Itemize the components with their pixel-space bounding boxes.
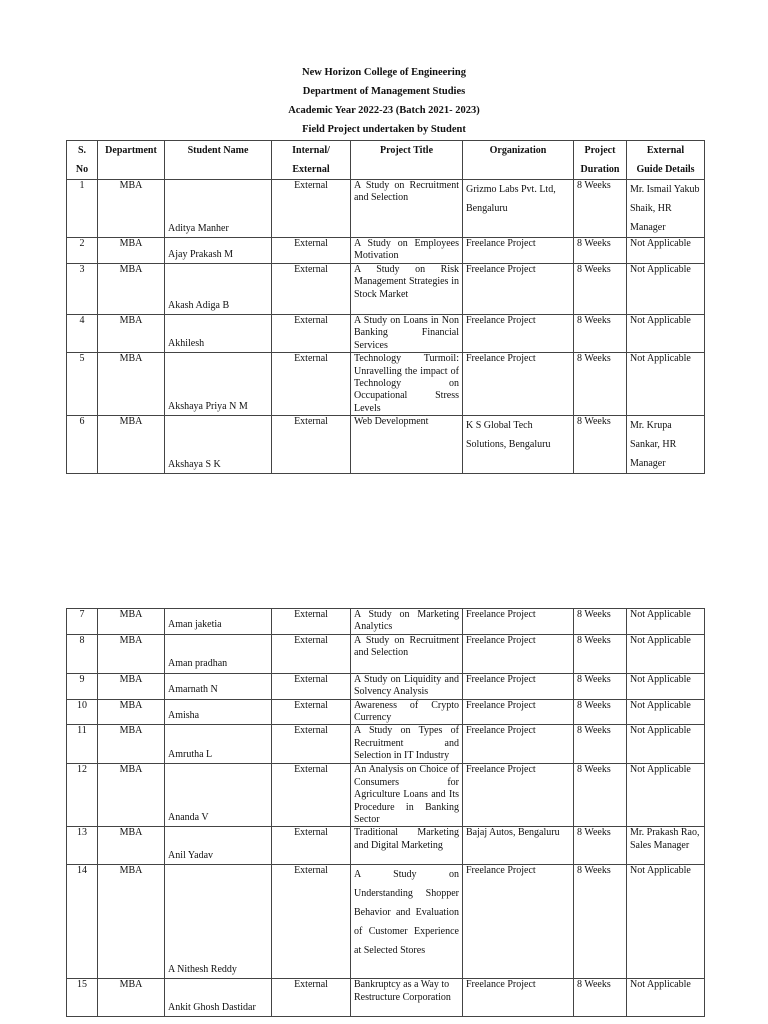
cell-type: External xyxy=(272,180,351,238)
cell-student-name: Ananda V xyxy=(165,764,272,827)
cell-department: MBA xyxy=(98,353,165,416)
cell-duration: 8 Weeks xyxy=(574,634,627,673)
cell-type: External xyxy=(272,353,351,416)
cell-department: MBA xyxy=(98,180,165,238)
cell-guide: Not Applicable xyxy=(627,764,705,827)
cell-duration: 8 Weeks xyxy=(574,699,627,725)
cell-project-title: An Analysis on Choice of Consumers for Agriculture Loans and Its Procedure in Banking Sector xyxy=(351,764,463,827)
cell-student-name: Ajay Prakash M xyxy=(165,238,272,264)
document-title: Field Project undertaken by Student xyxy=(302,124,466,135)
cell-sno: 2 xyxy=(67,238,98,264)
cell-type: External xyxy=(272,764,351,827)
cell-guide: Not Applicable xyxy=(627,634,705,673)
cell-guide: Not Applicable xyxy=(627,865,705,979)
cell-student-name: Akash Adiga B xyxy=(165,264,272,315)
cell-duration: 8 Weeks xyxy=(574,827,627,865)
cell-organization: Bajaj Autos, Bengaluru xyxy=(463,827,574,865)
col-header-student-name: Student Name xyxy=(165,141,272,180)
cell-department: MBA xyxy=(98,416,165,474)
cell-project-title: Technology Turmoil: Unravelling the impact of Technology on Occupational Stress Levels xyxy=(351,353,463,416)
col-header-sno: S. No xyxy=(67,141,98,180)
cell-project-title: A Study on Liquidity and Solvency Analysis xyxy=(351,673,463,699)
cell-guide: Not Applicable xyxy=(627,699,705,725)
table-row xyxy=(67,609,705,635)
cell-project-title: A Study on Loans in Non Banking Financial Services xyxy=(351,315,463,353)
cell-project-title: A Study on Employees Motivation xyxy=(351,238,463,264)
cell-type: External xyxy=(272,609,351,635)
cell-department: MBA xyxy=(98,865,165,979)
cell-type: External xyxy=(272,865,351,979)
cell-organization: Freelance Project xyxy=(463,764,574,827)
cell-duration: 8 Weeks xyxy=(574,609,627,635)
cell-duration: 8 Weeks xyxy=(574,865,627,979)
cell-project-title: A Study on Risk Management Strategies in Stock Market xyxy=(351,264,463,315)
cell-student-name: Aman pradhan xyxy=(165,634,272,673)
cell-department: MBA xyxy=(98,609,165,635)
cell-department: MBA xyxy=(98,238,165,264)
cell-type: External xyxy=(272,238,351,264)
cell-guide: Not Applicable xyxy=(627,264,705,315)
cell-guide: Not Applicable xyxy=(627,725,705,764)
cell-student-name: Amrutha L xyxy=(165,725,272,764)
cell-guide: Mr. Ismail Yakub Shaik, HR Manager xyxy=(627,180,705,238)
cell-department: MBA xyxy=(98,699,165,725)
table-row xyxy=(67,416,705,474)
cell-type: External xyxy=(272,315,351,353)
cell-department: MBA xyxy=(98,764,165,827)
cell-department: MBA xyxy=(98,979,165,1017)
col-header-duration: Project Duration xyxy=(574,141,627,180)
document-header xyxy=(0,63,768,139)
cell-project-title: Bankruptcy as a Way to Restructure Corporation xyxy=(351,979,463,1017)
cell-organization: Freelance Project xyxy=(463,315,574,353)
table-row xyxy=(67,634,705,673)
cell-type: External xyxy=(272,634,351,673)
table-row xyxy=(67,673,705,699)
cell-department: MBA xyxy=(98,634,165,673)
cell-sno: 12 xyxy=(67,764,98,827)
cell-organization: Freelance Project xyxy=(463,725,574,764)
table-header-row xyxy=(67,141,705,180)
cell-guide: Not Applicable xyxy=(627,353,705,416)
cell-student-name: Aditya Manher xyxy=(165,180,272,238)
cell-organization: Freelance Project xyxy=(463,609,574,635)
academic-year: Academic Year 2022-23 (Batch 2021- 2023) xyxy=(288,105,480,116)
cell-type: External xyxy=(272,827,351,865)
cell-sno: 4 xyxy=(67,315,98,353)
cell-type: External xyxy=(272,725,351,764)
cell-department: MBA xyxy=(98,827,165,865)
cell-guide: Mr. Krupa Sankar, HR Manager xyxy=(627,416,705,474)
table-row xyxy=(67,353,705,416)
cell-duration: 8 Weeks xyxy=(574,353,627,416)
cell-project-title: A Study on Marketing Analytics xyxy=(351,609,463,635)
cell-project-title: Traditional Marketing and Digital Marketing xyxy=(351,827,463,865)
cell-student-name: Amisha xyxy=(165,699,272,725)
col-header-organization: Organization xyxy=(463,141,574,180)
cell-duration: 8 Weeks xyxy=(574,180,627,238)
cell-sno: 11 xyxy=(67,725,98,764)
cell-student-name: Amarnath N xyxy=(165,673,272,699)
cell-organization: Freelance Project xyxy=(463,264,574,315)
cell-sno: 9 xyxy=(67,673,98,699)
cell-sno: 5 xyxy=(67,353,98,416)
cell-organization: Freelance Project xyxy=(463,238,574,264)
cell-guide: Mr. Prakash Rao, Sales Manager xyxy=(627,827,705,865)
cell-student-name: Anil Yadav xyxy=(165,827,272,865)
department-name: Department of Management Studies xyxy=(302,86,466,97)
table-row xyxy=(67,315,705,353)
college-name: New Horizon College of Engineering xyxy=(302,67,466,78)
cell-organization: Freelance Project xyxy=(463,634,574,673)
table-row xyxy=(67,764,705,827)
cell-duration: 8 Weeks xyxy=(574,416,627,474)
project-table-page-1 xyxy=(66,140,705,474)
cell-sno: 15 xyxy=(67,979,98,1017)
table-row xyxy=(67,180,705,238)
table-row xyxy=(67,827,705,865)
cell-sno: 10 xyxy=(67,699,98,725)
cell-organization: Freelance Project xyxy=(463,979,574,1017)
cell-student-name: Ankit Ghosh Dastidar xyxy=(165,979,272,1017)
cell-student-name: Aman jaketia xyxy=(165,609,272,635)
cell-department: MBA xyxy=(98,673,165,699)
cell-type: External xyxy=(272,416,351,474)
cell-project-title: A Study on Types of Recruitment and Selection in IT Industry xyxy=(351,725,463,764)
cell-sno: 3 xyxy=(67,264,98,315)
cell-sno: 14 xyxy=(67,865,98,979)
col-header-project-title: Project Title xyxy=(351,141,463,180)
cell-duration: 8 Weeks xyxy=(574,264,627,315)
table-row xyxy=(67,725,705,764)
cell-sno: 8 xyxy=(67,634,98,673)
cell-student-name: Akhilesh xyxy=(165,315,272,353)
table-row xyxy=(67,699,705,725)
cell-organization: Freelance Project xyxy=(463,673,574,699)
cell-guide: Not Applicable xyxy=(627,673,705,699)
cell-student-name: A Nithesh Reddy xyxy=(165,865,272,979)
cell-department: MBA xyxy=(98,725,165,764)
cell-duration: 8 Weeks xyxy=(574,725,627,764)
cell-guide: Not Applicable xyxy=(627,609,705,635)
cell-department: MBA xyxy=(98,315,165,353)
table-row xyxy=(67,264,705,315)
cell-duration: 8 Weeks xyxy=(574,764,627,827)
cell-duration: 8 Weeks xyxy=(574,979,627,1017)
cell-sno: 13 xyxy=(67,827,98,865)
cell-student-name: Akshaya Priya N M xyxy=(165,353,272,416)
cell-guide: Not Applicable xyxy=(627,238,705,264)
cell-sno: 6 xyxy=(67,416,98,474)
cell-project-title: Awareness of Crypto Currency xyxy=(351,699,463,725)
cell-guide: Not Applicable xyxy=(627,979,705,1017)
cell-organization: Freelance Project xyxy=(463,699,574,725)
cell-organization: Freelance Project xyxy=(463,865,574,979)
table-row xyxy=(67,238,705,264)
cell-type: External xyxy=(272,699,351,725)
cell-project-title: A Study on Recruitment and Selection xyxy=(351,634,463,673)
cell-project-title: Web Development xyxy=(351,416,463,474)
table-row xyxy=(67,865,705,979)
cell-department: MBA xyxy=(98,264,165,315)
col-header-department: Department xyxy=(98,141,165,180)
table-row xyxy=(67,979,705,1017)
col-header-guide: External Guide Details xyxy=(627,141,705,180)
project-table-page-2 xyxy=(66,608,705,1017)
cell-project-title: A Study on Recruitment and Selection xyxy=(351,180,463,238)
cell-type: External xyxy=(272,264,351,315)
cell-project-title: A Study on Understanding Shopper Behavior and Evaluation of Customer Experience at Selected Stores xyxy=(351,865,463,979)
cell-duration: 8 Weeks xyxy=(574,315,627,353)
cell-sno: 7 xyxy=(67,609,98,635)
cell-duration: 8 Weeks xyxy=(574,238,627,264)
cell-type: External xyxy=(272,673,351,699)
cell-organization: Freelance Project xyxy=(463,353,574,416)
cell-organization: K S Global Tech Solutions, Bengaluru xyxy=(463,416,574,474)
cell-type: External xyxy=(272,979,351,1017)
cell-organization: Grizmo Labs Pvt. Ltd, Bengaluru xyxy=(463,180,574,238)
cell-sno: 1 xyxy=(67,180,98,238)
cell-student-name: Akshaya S K xyxy=(165,416,272,474)
cell-guide: Not Applicable xyxy=(627,315,705,353)
col-header-type: Internal/ External xyxy=(272,141,351,180)
cell-duration: 8 Weeks xyxy=(574,673,627,699)
